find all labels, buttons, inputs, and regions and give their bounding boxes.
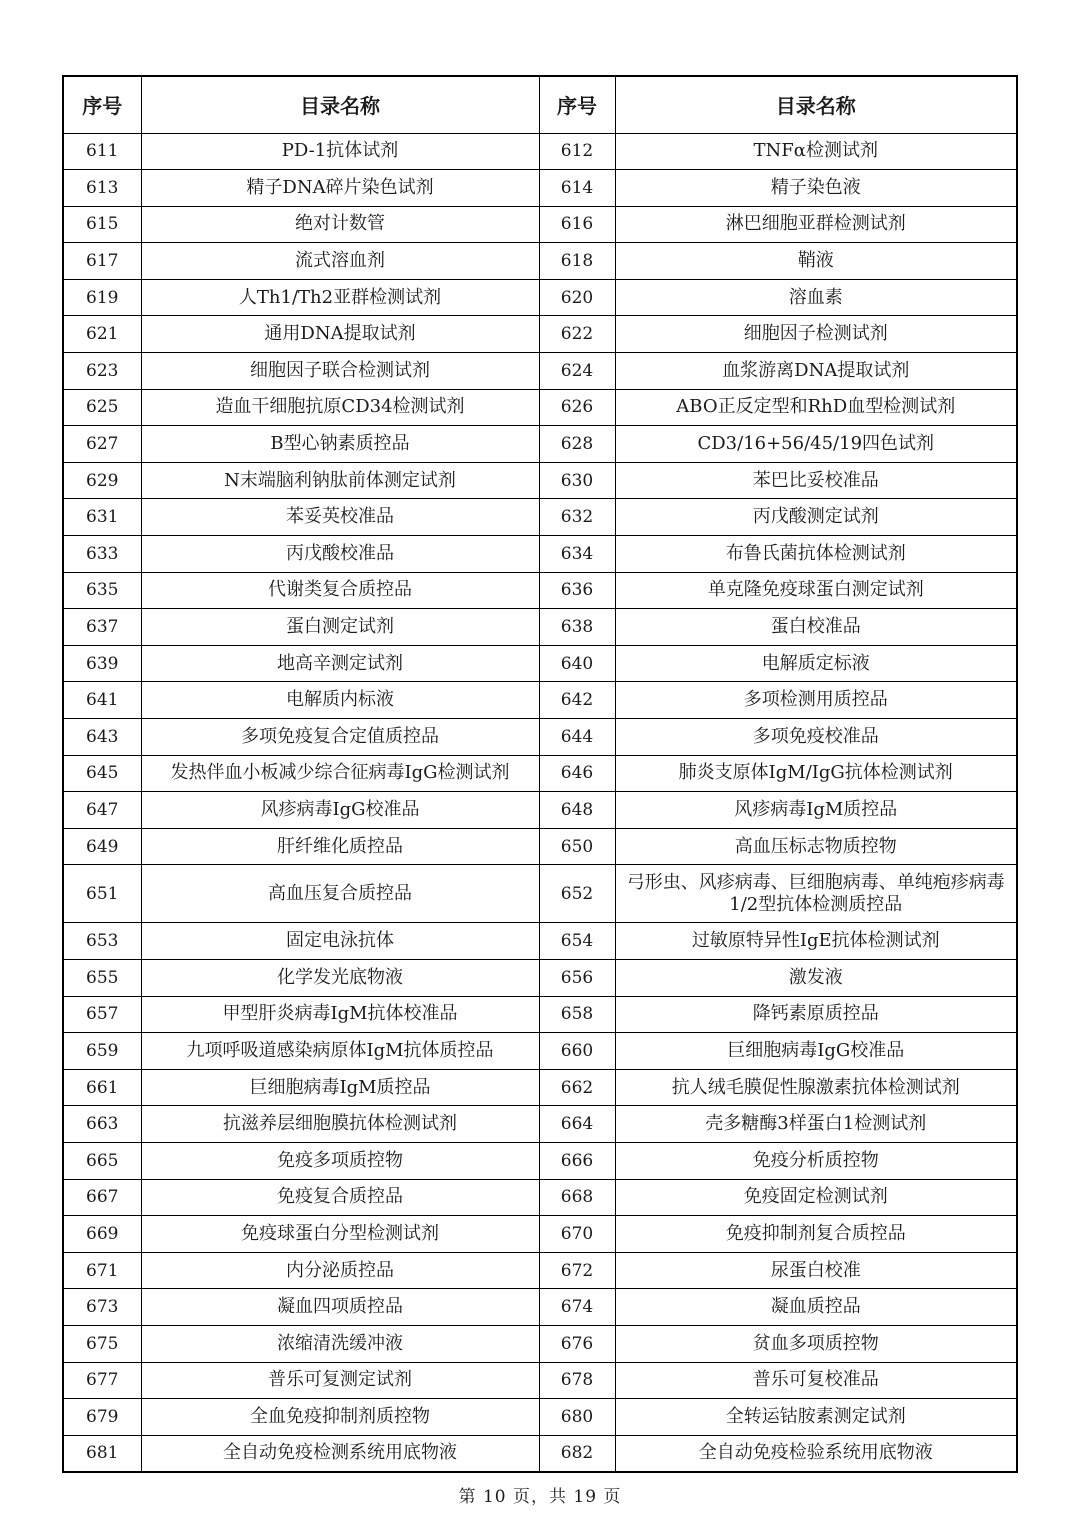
item-name-right: 凝血质控品: [615, 1289, 1017, 1326]
item-index-left: 671: [63, 1252, 141, 1289]
item-name-right: 溶血素: [615, 279, 1017, 316]
table-row: [63, 1069, 1017, 1106]
table-row: [63, 206, 1017, 243]
item-name-left: N末端脑利钠肽前体测定试剂: [141, 462, 539, 499]
table-row: [63, 865, 1017, 923]
table-body: [63, 133, 1017, 1472]
item-index-left: 641: [63, 682, 141, 719]
item-name-left: 全血免疫抑制剂质控物: [141, 1399, 539, 1436]
item-index-left: 617: [63, 243, 141, 280]
item-name-left: 抗滋养层细胞膜抗体检测试剂: [141, 1106, 539, 1143]
item-name-left: 流式溶血剂: [141, 243, 539, 280]
item-name-left: 凝血四项质控品: [141, 1289, 539, 1326]
item-name-right: 普乐可复校准品: [615, 1362, 1017, 1399]
item-index-left: 631: [63, 499, 141, 536]
item-name-left: 免疫球蛋白分型检测试剂: [141, 1216, 539, 1253]
item-name-right: 多项免疫校准品: [615, 719, 1017, 756]
item-name-left: 多项免疫复合定值质控品: [141, 719, 539, 756]
item-index-right: 676: [539, 1325, 615, 1362]
item-name-left: 免疫多项质控物: [141, 1142, 539, 1179]
item-index-right: 612: [539, 133, 615, 170]
item-index-right: 666: [539, 1142, 615, 1179]
page-footer: 第 10 页，共 19 页: [458, 1487, 622, 1507]
item-name-right: CD3/16+56/45/19四色试剂: [615, 426, 1017, 463]
table-row: [63, 1435, 1017, 1472]
item-index-left: 665: [63, 1142, 141, 1179]
item-name-left: 蛋白测定试剂: [141, 609, 539, 646]
item-index-left: 655: [63, 959, 141, 996]
item-index-left: 661: [63, 1069, 141, 1106]
table-row: [63, 1399, 1017, 1436]
item-name-left: 九项呼吸道感染病原体IgM抗体质控品: [141, 1033, 539, 1070]
table-row: [63, 1252, 1017, 1289]
item-name-right: 过敏原特异性IgE抗体检测试剂: [615, 923, 1017, 960]
item-index-left: 675: [63, 1325, 141, 1362]
table-row: [63, 462, 1017, 499]
item-index-right: 658: [539, 996, 615, 1033]
item-index-right: 620: [539, 279, 615, 316]
item-index-right: 654: [539, 923, 615, 960]
item-index-right: 640: [539, 645, 615, 682]
item-name-right: 尿蛋白校准: [615, 1252, 1017, 1289]
table-row: [63, 389, 1017, 426]
item-name-right: 全转运钴胺素测定试剂: [615, 1399, 1017, 1436]
table-row: [63, 1362, 1017, 1399]
item-index-left: 681: [63, 1435, 141, 1472]
item-name-left: 普乐可复测定试剂: [141, 1362, 539, 1399]
item-name-left: 代谢类复合质控品: [141, 572, 539, 609]
table-row: [63, 1142, 1017, 1179]
item-name-left: 全自动免疫检测系统用底物液: [141, 1435, 539, 1472]
item-name-left: 化学发光底物液: [141, 959, 539, 996]
item-index-left: 623: [63, 353, 141, 390]
item-index-right: 636: [539, 572, 615, 609]
item-name-left: 固定电泳抗体: [141, 923, 539, 960]
table-row: [63, 792, 1017, 829]
item-index-right: 638: [539, 609, 615, 646]
item-index-right: 668: [539, 1179, 615, 1216]
item-index-left: 627: [63, 426, 141, 463]
item-name-right: 免疫抑制剂复合质控品: [615, 1216, 1017, 1253]
item-index-right: 660: [539, 1033, 615, 1070]
item-name-left: PD-1抗体试剂: [141, 133, 539, 170]
item-index-left: 679: [63, 1399, 141, 1436]
item-index-right: 656: [539, 959, 615, 996]
item-name-right: 丙戊酸测定试剂: [615, 499, 1017, 536]
table-row: [63, 170, 1017, 207]
item-index-left: 649: [63, 828, 141, 865]
item-name-right: 抗人绒毛膜促性腺激素抗体检测试剂: [615, 1069, 1017, 1106]
item-index-left: 615: [63, 206, 141, 243]
item-index-left: 677: [63, 1362, 141, 1399]
item-name-right: 淋巴细胞亚群检测试剂: [615, 206, 1017, 243]
item-index-left: 663: [63, 1106, 141, 1143]
item-name-right: 激发液: [615, 959, 1017, 996]
item-name-left: 精子DNA碎片染色试剂: [141, 170, 539, 207]
table-row: [63, 1179, 1017, 1216]
item-name-left: 丙戊酸校准品: [141, 536, 539, 573]
item-name-right: 免疫固定检测试剂: [615, 1179, 1017, 1216]
item-index-left: 611: [63, 133, 141, 170]
table-row: [63, 1106, 1017, 1143]
item-index-right: 646: [539, 755, 615, 792]
table-row: [63, 609, 1017, 646]
item-name-left: 发热伴血小板减少综合征病毒IgG检测试剂: [141, 755, 539, 792]
item-name-right: 苯巴比妥校准品: [615, 462, 1017, 499]
item-index-left: 635: [63, 572, 141, 609]
item-index-right: 678: [539, 1362, 615, 1399]
table-row: [63, 1033, 1017, 1070]
item-name-left: 甲型肝炎病毒IgM抗体校准品: [141, 996, 539, 1033]
item-index-left: 667: [63, 1179, 141, 1216]
item-index-left: 657: [63, 996, 141, 1033]
item-index-right: 624: [539, 353, 615, 390]
item-index-left: 625: [63, 389, 141, 426]
item-index-left: 621: [63, 316, 141, 353]
item-name-right: 全自动免疫检验系统用底物液: [615, 1435, 1017, 1472]
item-name-right: 蛋白校准品: [615, 609, 1017, 646]
item-index-right: 670: [539, 1216, 615, 1253]
table-row: [63, 353, 1017, 390]
table-row: [63, 682, 1017, 719]
item-index-right: 642: [539, 682, 615, 719]
item-index-left: 619: [63, 279, 141, 316]
item-name-right: 血浆游离DNA提取试剂: [615, 353, 1017, 390]
table-row: [63, 719, 1017, 756]
item-name-right: 鞘液: [615, 243, 1017, 280]
item-index-left: 647: [63, 792, 141, 829]
table-row: [63, 923, 1017, 960]
item-name-right: 电解质定标液: [615, 645, 1017, 682]
item-index-right: 648: [539, 792, 615, 829]
header-index-right: 序号: [539, 76, 615, 133]
item-index-right: 650: [539, 828, 615, 865]
item-index-left: 613: [63, 170, 141, 207]
item-name-left: 浓缩清洗缓冲液: [141, 1325, 539, 1362]
item-name-left: 造血干细胞抗原CD34检测试剂: [141, 389, 539, 426]
item-name-right: 免疫分析质控物: [615, 1142, 1017, 1179]
item-index-right: 626: [539, 389, 615, 426]
table-row: [63, 996, 1017, 1033]
catalog-table: [62, 75, 1018, 1473]
item-name-left: 细胞因子联合检测试剂: [141, 353, 539, 390]
item-index-left: 637: [63, 609, 141, 646]
item-index-left: 643: [63, 719, 141, 756]
item-name-left: 肝纤维化质控品: [141, 828, 539, 865]
item-name-right: 多项检测用质控品: [615, 682, 1017, 719]
item-name-left: B型心钠素质控品: [141, 426, 539, 463]
header-row: [63, 76, 1017, 133]
item-index-right: 674: [539, 1289, 615, 1326]
item-name-left: 通用DNA提取试剂: [141, 316, 539, 353]
item-name-right: 肺炎支原体IgM/IgG抗体检测试剂: [615, 755, 1017, 792]
item-name-right: ABO正反定型和RhD血型检测试剂: [615, 389, 1017, 426]
item-name-left: 高血压复合质控品: [141, 865, 539, 923]
item-name-left: 地高辛测定试剂: [141, 645, 539, 682]
table-row: [63, 316, 1017, 353]
item-name-right: 贫血多项质控物: [615, 1325, 1017, 1362]
table-row: [63, 755, 1017, 792]
item-index-left: 659: [63, 1033, 141, 1070]
item-name-right: 降钙素原质控品: [615, 996, 1017, 1033]
item-name-right: TNFα检测试剂: [615, 133, 1017, 170]
item-name-right: 弓形虫、风疹病毒、巨细胞病毒、单纯疱疹病毒1/2型抗体检测质控品: [615, 865, 1017, 923]
item-index-left: 673: [63, 1289, 141, 1326]
header-name-right: 目录名称: [615, 76, 1017, 133]
item-name-right: 细胞因子检测试剂: [615, 316, 1017, 353]
header-name-left: 目录名称: [141, 76, 539, 133]
item-name-left: 苯妥英校准品: [141, 499, 539, 536]
item-index-right: 652: [539, 865, 615, 923]
item-index-right: 680: [539, 1399, 615, 1436]
item-name-left: 免疫复合质控品: [141, 1179, 539, 1216]
item-index-right: 672: [539, 1252, 615, 1289]
item-index-right: 644: [539, 719, 615, 756]
item-index-right: 630: [539, 462, 615, 499]
item-index-left: 669: [63, 1216, 141, 1253]
item-index-left: 645: [63, 755, 141, 792]
item-name-right: 巨细胞病毒IgG校准品: [615, 1033, 1017, 1070]
item-index-right: 628: [539, 426, 615, 463]
item-index-right: 682: [539, 1435, 615, 1472]
item-name-right: 高血压标志物质控物: [615, 828, 1017, 865]
table-row: [63, 279, 1017, 316]
table-row: [63, 536, 1017, 573]
item-index-right: 662: [539, 1069, 615, 1106]
item-index-left: 629: [63, 462, 141, 499]
item-index-right: 634: [539, 536, 615, 573]
item-index-left: 651: [63, 865, 141, 923]
item-name-right: 单克隆免疫球蛋白测定试剂: [615, 572, 1017, 609]
item-name-left: 人Th1/Th2亚群检测试剂: [141, 279, 539, 316]
table-row: [63, 426, 1017, 463]
item-name-left: 内分泌质控品: [141, 1252, 539, 1289]
item-index-left: 653: [63, 923, 141, 960]
table-row: [63, 133, 1017, 170]
item-index-right: 614: [539, 170, 615, 207]
item-index-right: 618: [539, 243, 615, 280]
table-row: [63, 1216, 1017, 1253]
item-name-right: 精子染色液: [615, 170, 1017, 207]
table-row: [63, 828, 1017, 865]
table-row: [63, 1325, 1017, 1362]
item-name-left: 绝对计数管: [141, 206, 539, 243]
item-name-right: 风疹病毒IgM质控品: [615, 792, 1017, 829]
item-index-left: 639: [63, 645, 141, 682]
item-index-right: 632: [539, 499, 615, 536]
item-index-right: 664: [539, 1106, 615, 1143]
table-row: [63, 572, 1017, 609]
header-index-left: 序号: [63, 76, 141, 133]
table-row: [63, 499, 1017, 536]
item-name-right: 壳多糖酶3样蛋白1检测试剂: [615, 1106, 1017, 1143]
item-index-left: 633: [63, 536, 141, 573]
table-row: [63, 243, 1017, 280]
item-name-left: 巨细胞病毒IgM质控品: [141, 1069, 539, 1106]
table-row: [63, 645, 1017, 682]
table-row: [63, 959, 1017, 996]
item-index-right: 622: [539, 316, 615, 353]
item-name-right: 布鲁氏菌抗体检测试剂: [615, 536, 1017, 573]
item-name-left: 风疹病毒IgG校准品: [141, 792, 539, 829]
item-index-right: 616: [539, 206, 615, 243]
table-row: [63, 1289, 1017, 1326]
item-name-left: 电解质内标液: [141, 682, 539, 719]
